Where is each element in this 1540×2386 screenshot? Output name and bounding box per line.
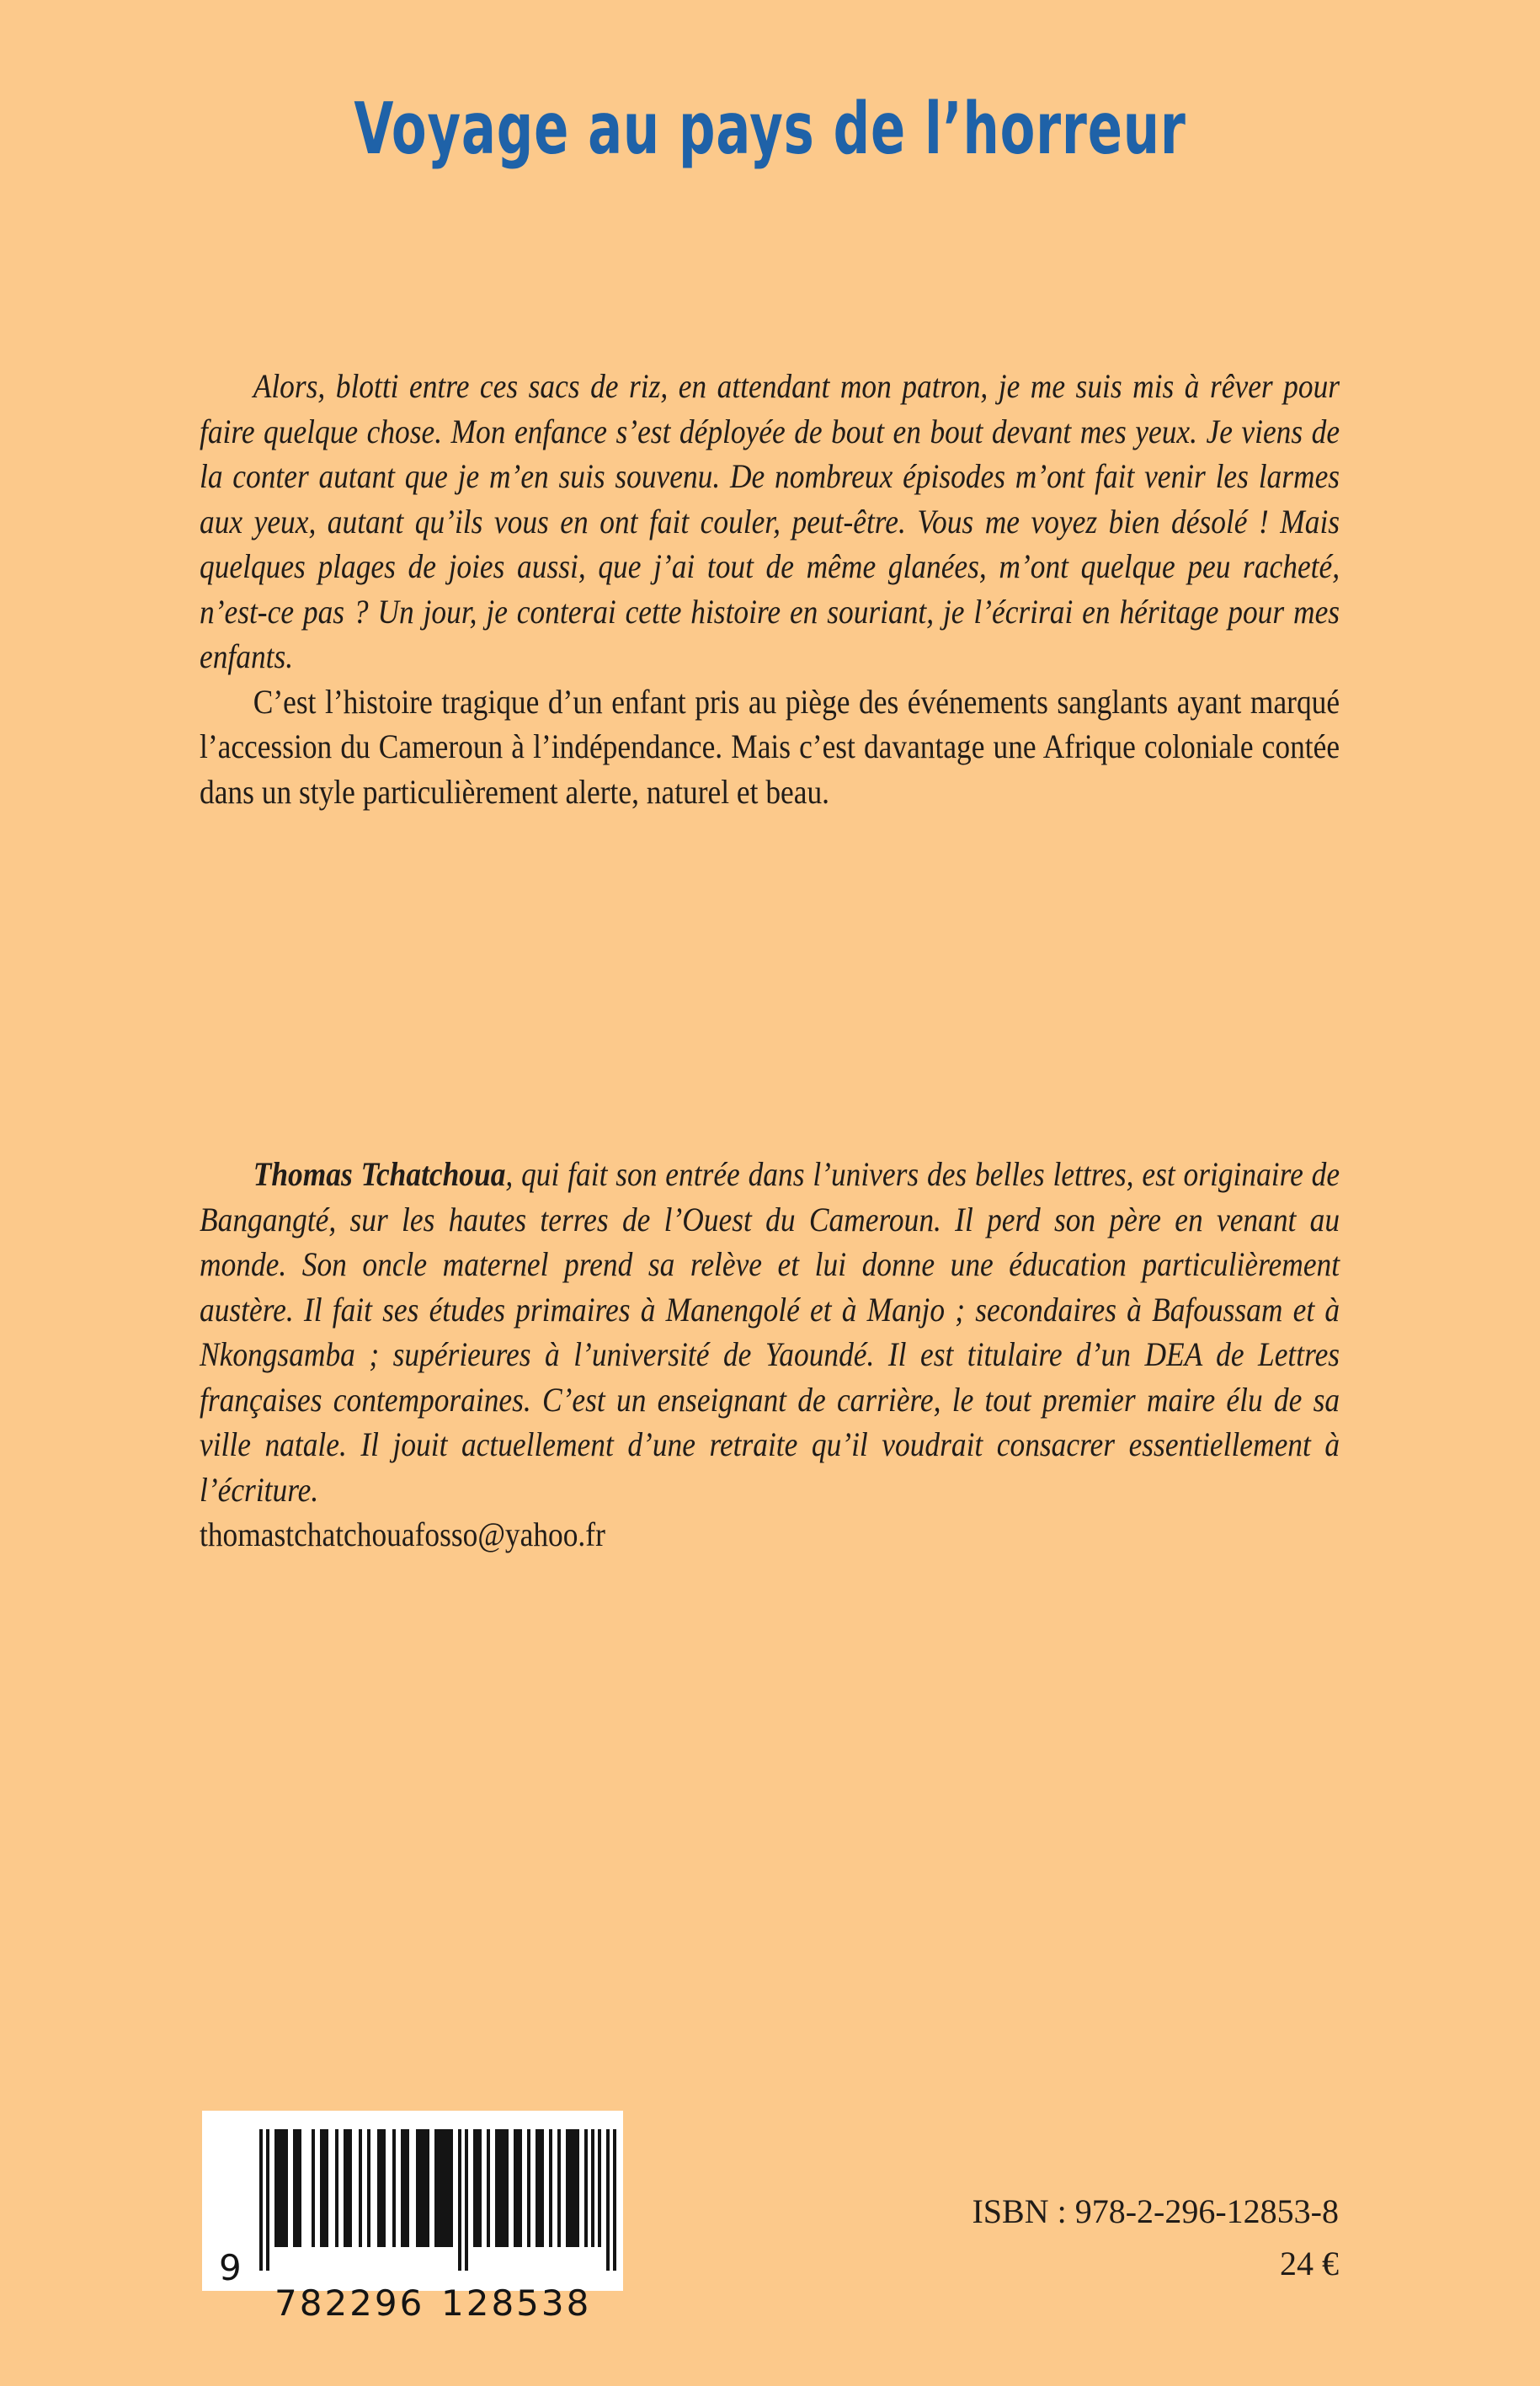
author-name: Thomas Tchatchoua — [253, 1155, 506, 1193]
price-text: 24 € — [1280, 2245, 1339, 2282]
barcode-bars — [259, 2129, 609, 2247]
blurb-paragraph-2 — [200, 679, 1340, 815]
blurb-paragraph-2-text: C’est l’histoire tragique d’un enfant pris au piège des événements sanglants ayant marqué l’accession du Cameroun à l’indépendance. Mais c’est davantage une Afrique coloniale contée dans un style particulièrement alerte, naturel et beau. — [200, 682, 1340, 811]
author-bio-paragraph — [200, 1152, 1340, 1512]
isbn-text: ISBN : 978-2-296-12853-8 — [972, 2192, 1339, 2230]
blurb-section — [200, 364, 1340, 814]
barcode — [202, 2111, 623, 2324]
barcode-group-1: 782296 — [274, 2282, 425, 2324]
barcode-lead-digit: 9 — [219, 2247, 242, 2288]
blurb-paragraph-1-text: Alors, blotti entre ces sacs de riz, en attendant mon patron, je me suis mis à rêver pour faire quelque chose. Mon enfance s’est déployée de bout en bout devant mes yeux. Je viens de la conter autant que je m’en suis souvenu. De nombreux épisodes m’ont fait venir les larmes aux yeux, autant qu’ils vous en ont fait couler, peut-être. Vous me voyez bien désolé ! Mais quelques plages de joies aussi, que j’ai tout de même glanées, m’ont quelque peu racheté, n’est-ce pas ? Un jour, je conterai cette histoire en souriant, je l’écrirai en héritage pour mes enfants. — [200, 367, 1340, 675]
author-bio-section — [200, 1152, 1340, 1558]
isbn-price-block — [972, 2186, 1339, 2290]
author-email: thomastchatchouafosso@yahoo.fr — [200, 1515, 605, 1553]
barcode-group-2: 128538 — [441, 2282, 592, 2324]
page-title: Voyage au pays de l’horreur — [354, 86, 1186, 171]
author-bio-text: , qui fait son entrée dans l’univers des belles lettres, est originaire de Bangangté, sur les hautes terres de l’Ouest du Cameroun. Il perd son père en venant au monde. Son oncle maternel prend sa relève et lui donne une éducation particulièrement austère. Il fait ses études primaires à Manengolé et à Manjo ; secondaires à Bafoussam et à Nkongsamba ; supérieures à l’université de Yaoundé. Il est titulaire d’un DEA de Lettres françaises contemporaines. C’est un enseignant de carrière, le tout premier maire élu de sa ville natale. Il jouit actuellement d’une retraite qu’il voudrait consacrer essentiellement à l’écriture. — [200, 1155, 1340, 1509]
barcode-inner — [202, 2111, 623, 2324]
blurb-paragraph-1 — [200, 364, 1340, 679]
